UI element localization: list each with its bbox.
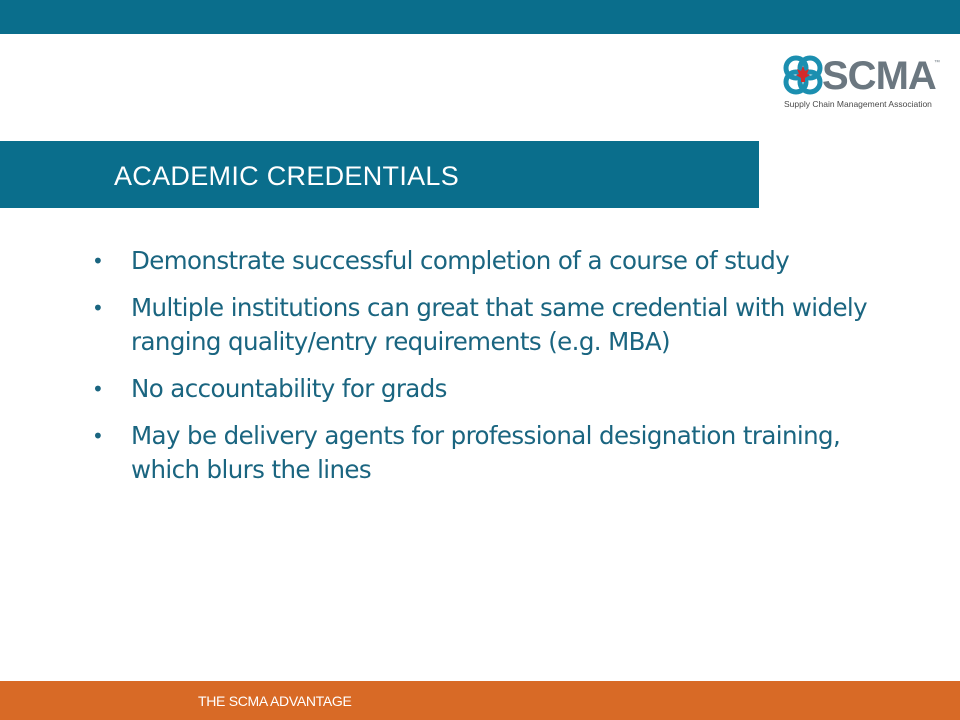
bullet-dot-icon: • bbox=[92, 296, 104, 320]
scma-logo bbox=[782, 54, 942, 114]
footer-banner bbox=[0, 681, 960, 720]
bullet-text: Multiple institutions can great that same credential with widely ranging quality/entry requirements (e.g. MBA) bbox=[131, 293, 868, 356]
bullet-item bbox=[92, 419, 872, 487]
bullet-dot-icon: • bbox=[92, 424, 104, 448]
bullet-item bbox=[92, 291, 872, 359]
slide-title: ACADEMIC CREDENTIALS bbox=[114, 161, 460, 191]
bullet-list bbox=[92, 244, 872, 500]
bullet-item bbox=[92, 372, 872, 406]
title-banner bbox=[0, 141, 759, 208]
logo-tagline: Supply Chain Management Association bbox=[784, 99, 932, 109]
footer-label: THE SCMA ADVANTAGE bbox=[198, 693, 352, 709]
top-banner bbox=[0, 0, 960, 34]
bullet-text: May be delivery agents for professional designation training, which blurs the lines bbox=[131, 421, 841, 484]
logo-trademark: ™ bbox=[934, 60, 940, 66]
bullet-dot-icon: • bbox=[92, 249, 104, 273]
bullet-item bbox=[92, 244, 872, 278]
bullet-text: Demonstrate successful completion of a course of study bbox=[131, 246, 790, 275]
bullet-dot-icon: • bbox=[92, 377, 104, 401]
bullet-text: No accountability for grads bbox=[131, 374, 447, 403]
logo-wordmark: SCMA bbox=[822, 54, 936, 98]
scma-logo-mark-icon bbox=[782, 54, 824, 96]
